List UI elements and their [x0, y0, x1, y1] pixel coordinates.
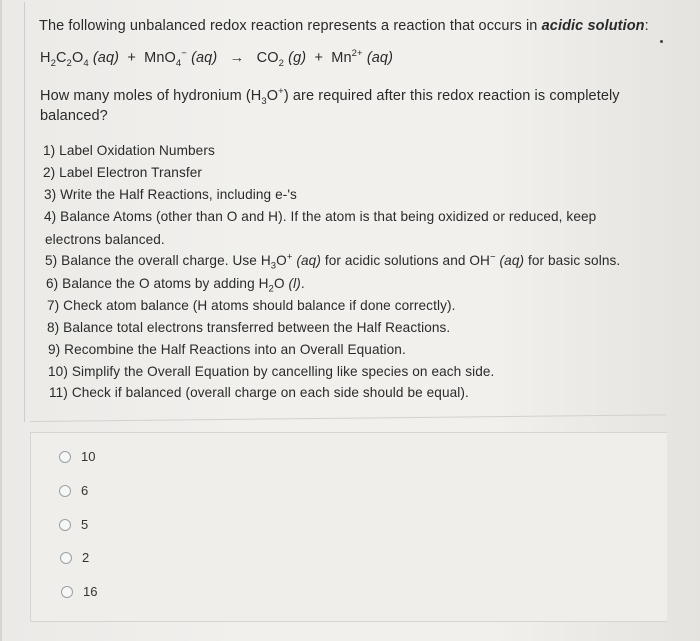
step-4-line-2: electrons balanced. — [45, 232, 165, 247]
question-intro: The following unbalanced redox reaction represents a reaction that occurs in acidic solution: — [39, 18, 649, 34]
step-4-line-1: 4) Balance Atoms (other than O and H). If the atom is that being oxidized or reduced, keep — [44, 209, 597, 224]
answer-options — [30, 432, 667, 622]
step-5: 5) Balance the overall charge. Use $H_3O^+$ (aq) for acidic solutions and OH− (aq) for basic solns. — [45, 251, 621, 272]
option-5[interactable] — [59, 517, 88, 532]
step-8: 8) Balance total electrons transferred between the Half Reactions. — [47, 320, 451, 335]
radio-icon[interactable] — [59, 485, 71, 497]
option-label: 16 — [83, 584, 98, 599]
option-label: 2 — [82, 550, 90, 565]
option-label: 10 — [81, 449, 96, 464]
option-label: 6 — [81, 483, 89, 498]
option-label: 5 — [81, 517, 89, 532]
option-16[interactable] — [61, 584, 97, 599]
step-6: 6) Balance the O atoms by adding $H_2O$ (l). — [46, 276, 305, 295]
step-10: 10) Simplify the Overall Equation by cancelling like species on each side. — [48, 364, 495, 379]
option-6[interactable] — [59, 483, 88, 498]
radio-icon[interactable] — [59, 519, 71, 531]
step-11: 11) Check if balanced (overall charge on each side should be equal). — [49, 385, 469, 400]
option-2[interactable] — [60, 550, 89, 565]
option-10[interactable] — [59, 449, 95, 464]
question-ask-line-1: How many moles of hydronium $(H_3O^+)$ are required after this redox reaction is completely — [40, 86, 620, 107]
step-7: 7) Check atom balance (H atoms should balance if done correctly). — [47, 298, 456, 313]
step-1: 1) Label Oxidation Numbers — [43, 143, 215, 158]
step-2: 2) Label Electron Transfer — [43, 165, 203, 180]
step-9: 9) Recombine the Half Reactions into an Overall Equation. — [48, 342, 406, 357]
question-ask-line-2: balanced? — [40, 108, 108, 124]
radio-icon[interactable] — [61, 586, 73, 598]
step-3: 3) Write the Half Reactions, including e-'s — [44, 187, 297, 202]
reaction-equation: $H_2C_2O_4$ (aq) + MnO$_4$− (aq) → $CO_2$ $(g) + Mn^{2+}$ (aq) — [40, 48, 393, 69]
radio-icon[interactable] — [60, 552, 72, 564]
stray-dot — [660, 40, 663, 43]
radio-icon[interactable] — [59, 451, 71, 463]
